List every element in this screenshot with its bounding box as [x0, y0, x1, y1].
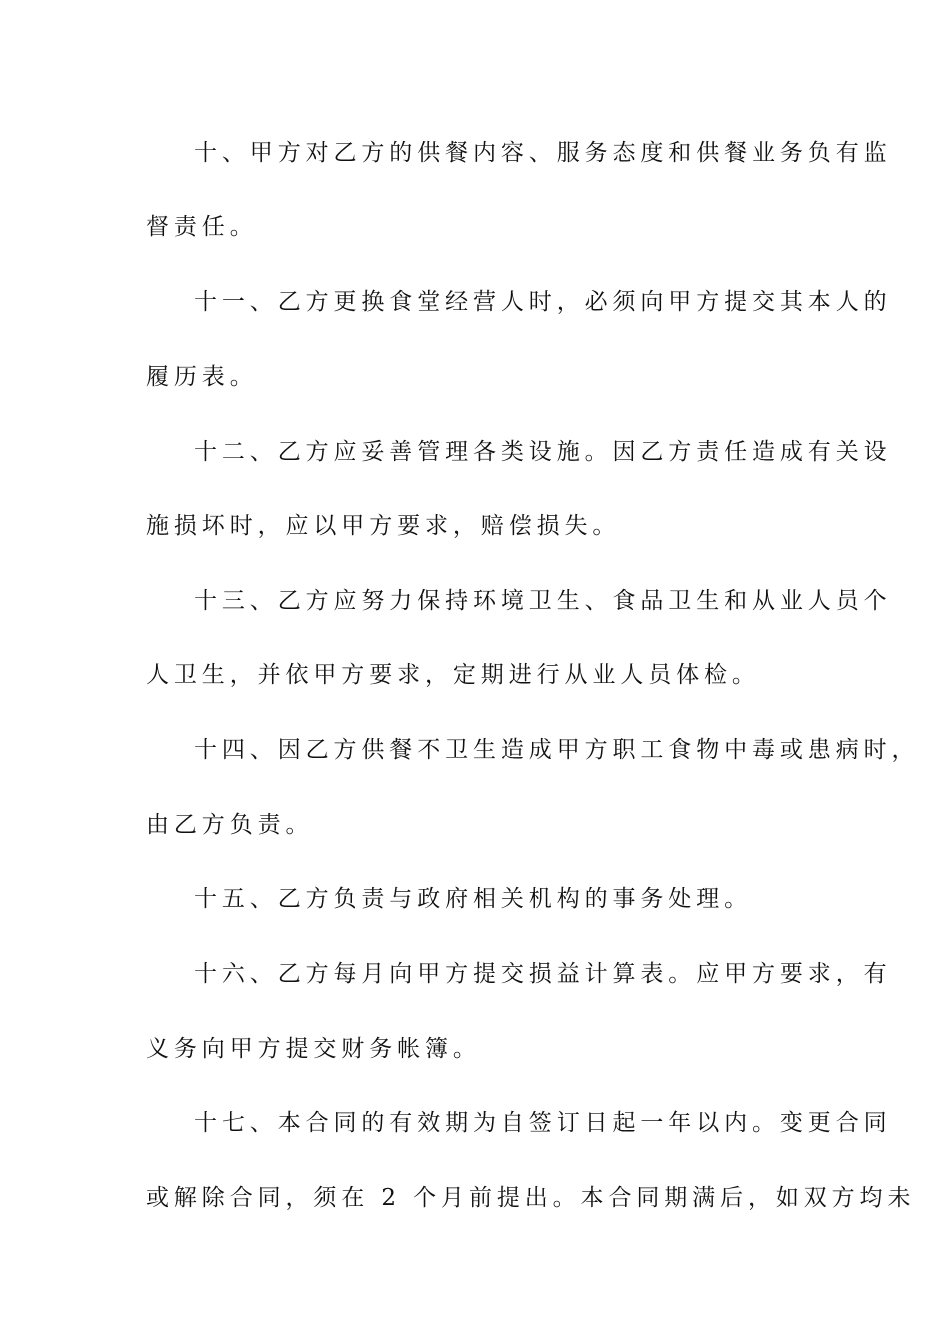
clause-14-line-1: 十四、因乙方供餐不卫生造成甲方职工食物中毒或患病时，: [194, 737, 920, 763]
clause-10-line-2: 督责任。: [146, 214, 258, 240]
clause-16-line-2: 义务向甲方提交财务帐簿。: [146, 1036, 481, 1062]
clause-17-line-1: 十七、本合同的有效期为自签订日起一年以内。变更合同: [194, 1110, 892, 1136]
clause-13-line-1: 十三、乙方应努力保持环境卫生、食品卫生和从业人员个: [194, 588, 892, 614]
clause-11-line-2: 履历表。: [146, 364, 258, 390]
clause-16-line-1: 十六、乙方每月向甲方提交损益计算表。应甲方要求，有: [194, 961, 892, 987]
clause-15-line-1: 十五、乙方负责与政府相关机构的事务处理。: [194, 886, 752, 912]
clause-13-line-2: 人卫生，并依甲方要求，定期进行从业人员体检。: [146, 662, 760, 688]
clause-10-line-1: 十、甲方对乙方的供餐内容、服务态度和供餐业务负有监: [194, 140, 892, 166]
clause-12-line-2: 施损坏时，应以甲方要求，赔偿损失。: [146, 513, 621, 539]
clause-11-line-1: 十一、乙方更换食堂经营人时，必须向甲方提交其本人的: [194, 289, 892, 315]
clause-17-line-2: 或解除合同，须在 2 个月前提出。本合同期满后，如双方均未: [146, 1185, 916, 1211]
clause-14-line-2: 由乙方负责。: [146, 812, 314, 838]
clause-12-line-1: 十二、乙方应妥善管理各类设施。因乙方责任造成有关设: [194, 439, 892, 465]
